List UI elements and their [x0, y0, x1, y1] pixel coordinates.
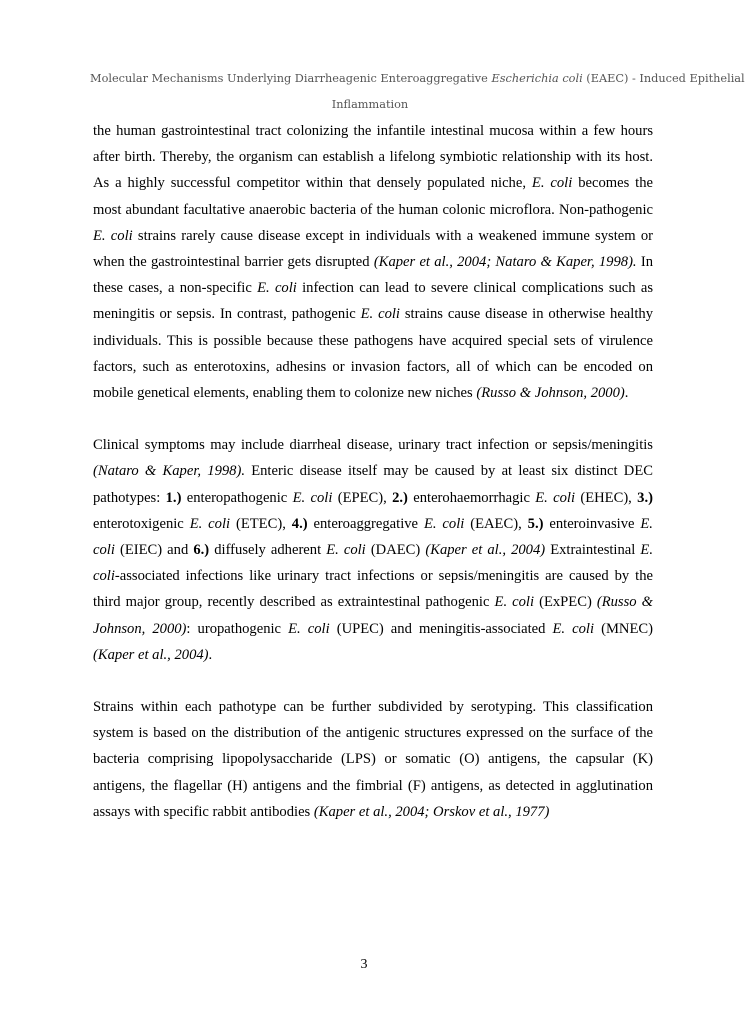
text-run: diffusely adherent: [209, 542, 327, 559]
bold-enumerator: 4.): [291, 515, 308, 532]
text-run: the human gastrointestinal tract colonizing the infantile intestinal mucosa within a few hours after birth. Thereby, the organism can establish a lifelong symbiotic relationship with its host. As a highly successful competitor within that densely populated niche,: [93, 123, 653, 192]
bold-enumerator: 1.): [165, 489, 182, 506]
text-run: infection can lead to severe clinical complications such as meningitis or sepsis. In contrast, pathogenic: [93, 280, 653, 323]
text-run: (ExPEC): [534, 594, 597, 611]
italic-text: E. coli: [360, 306, 400, 323]
text-run: Clinical symptoms may include diarrheal disease, urinary tract infection or sepsis/meningitis: [93, 437, 653, 454]
text-run: .: [208, 646, 213, 663]
italic-text: E. coli: [552, 620, 595, 637]
header-italic-organism: Escherichia coli: [491, 72, 583, 85]
text-run: enterotoxigenic: [93, 515, 190, 532]
italic-text: E. coli: [93, 542, 653, 585]
running-header-line-1: [90, 66, 745, 92]
italic-text: (Kaper et al., 2004; Nataro & Kaper, 1998).: [373, 254, 637, 271]
bold-enumerator: 5.): [527, 515, 544, 532]
italic-text: (Kaper et al., 2004; Orskov et al., 1977): [313, 803, 550, 820]
text-run: : uropathogenic: [186, 620, 289, 637]
text-run: (UPEC) and meningitis-associated: [329, 620, 553, 637]
text-run: .: [624, 385, 629, 402]
text-run: (EHEC),: [575, 489, 638, 506]
text-run: In these cases, a non-specific: [93, 254, 653, 297]
text-run: (EPEC),: [332, 489, 393, 506]
paragraph: [93, 432, 653, 668]
paragraph: [93, 694, 653, 825]
text-run: (EIEC) and: [114, 542, 194, 559]
header-text-end: (EAEC) - Induced Epithelial: [582, 72, 745, 85]
italic-text: E. coli: [535, 489, 576, 506]
text-run: (DAEC): [365, 542, 426, 559]
running-header-line-2: Inflammation: [331, 98, 409, 111]
italic-text: E. coli: [292, 489, 333, 506]
text-run: enteroaggregative: [307, 515, 424, 532]
italic-text: E. coli: [257, 280, 297, 297]
italic-text: (Russo & Johnson, 2000): [93, 594, 653, 637]
header-text: Molecular Mechanisms Underlying Diarrheagenic Enteroaggregative: [90, 72, 492, 85]
italic-text: (Russo & Johnson, 2000): [476, 385, 625, 402]
italic-text: E. coli: [288, 620, 330, 637]
italic-text: E. coli: [93, 515, 653, 559]
italic-text: E. coli: [93, 227, 133, 244]
paragraph: [93, 118, 653, 406]
italic-text: E. coli: [423, 515, 465, 532]
bold-enumerator: 2.): [392, 489, 408, 506]
text-run: (EAEC),: [464, 515, 528, 532]
body-text: [93, 118, 653, 851]
text-run: (MNEC): [594, 620, 653, 637]
text-run: strains cause disease in otherwise healthy individuals. This is possible because these pathogens have acquired special sets of virulence factors, such as enterotoxins, adhesins or invasion factors, all of which can be encoded on mobile genetical elements, enabling them to colonize new niches: [93, 306, 653, 402]
text-run: enterohaemorrhagic: [407, 489, 536, 506]
italic-text: E. coli: [531, 175, 573, 192]
page-number: 3: [360, 957, 368, 972]
text-run: Strains within each pathotype can be further subdivided by serotyping. This classification system is based on the distribution of the antigenic structures expressed on the surface of the bacteria comprising lipopolysaccharide (LPS) or somatic (O) antigens, the capsular (K) antigens, the flagellar (H) antigens and the fimbrial (F) antigens, as detected in agglutination assays with specific rabbit antibodies: [93, 699, 653, 820]
text-run: strains rarely cause disease except in individuals with a weakened immune system or when the gastrointestinal barrier gets disrupted: [93, 227, 653, 271]
italic-text: (Kaper et al., 2004): [93, 646, 209, 663]
text-run: -associated infections like urinary tract infections or sepsis/meningitis are caused by the third major group, recently described as extraintestinal pathogenic: [93, 568, 653, 611]
text-run: (ETEC),: [230, 515, 292, 532]
text-run: enteropathogenic: [181, 489, 293, 506]
italic-text: E. coli: [494, 594, 535, 611]
text-run: Enteric disease itself may be caused by at least six distinct DEC pathotypes:: [93, 463, 653, 506]
bold-enumerator: 6.): [193, 542, 210, 559]
text-run: enteroinvasive: [543, 515, 641, 532]
italic-text: E. coli: [189, 515, 231, 532]
italic-text: (Kaper et al., 2004): [425, 542, 546, 559]
italic-text: E. coli: [326, 542, 366, 559]
text-run: Extraintestinal: [545, 542, 641, 559]
text-run: becomes the most abundant facultative anaerobic bacteria of the human colonic microflora. Non-pathogenic: [93, 175, 653, 218]
italic-text: (Nataro & Kaper, 1998).: [93, 463, 245, 480]
running-header: [90, 66, 745, 118]
bold-enumerator: 3.): [637, 489, 653, 506]
